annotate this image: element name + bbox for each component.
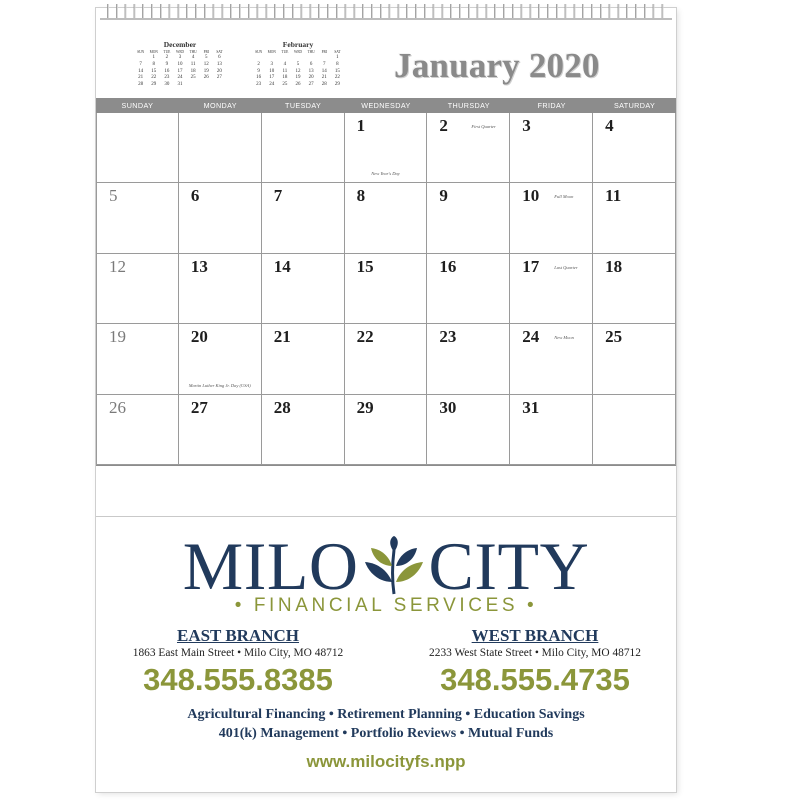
- mini-day: 4: [191, 55, 195, 60]
- day-number: 18: [605, 256, 623, 276]
- mini-weekday: SUN: [137, 50, 145, 54]
- mini-day: 18: [282, 75, 288, 81]
- mini-day: 30: [164, 82, 170, 88]
- day-number: 29: [356, 397, 374, 417]
- day-number: 1: [356, 116, 366, 135]
- mini-day: [265, 55, 278, 62]
- mini-day: [278, 55, 291, 62]
- day-cell[interactable]: [262, 113, 345, 183]
- day-number: 28: [273, 397, 291, 417]
- mini-day: 19: [203, 68, 209, 74]
- mini-day: 10: [269, 68, 275, 74]
- mini-day: 19: [295, 75, 301, 81]
- mini-day: 29: [151, 82, 157, 88]
- day-cell[interactable]: [262, 183, 345, 253]
- mini-day: [134, 55, 147, 62]
- day-cell[interactable]: [179, 183, 262, 253]
- day-cell[interactable]: [427, 254, 510, 324]
- mini-day: 3: [270, 61, 273, 67]
- mini-day: 27: [216, 75, 222, 81]
- day-cell[interactable]: [179, 395, 262, 465]
- west-branch: [400, 626, 670, 699]
- mini-day: 4: [283, 61, 287, 67]
- day-number: 13: [190, 256, 208, 276]
- day-cell[interactable]: [179, 113, 262, 183]
- day-number: 22: [356, 327, 374, 347]
- mini-day: 6: [309, 61, 313, 67]
- logo-word-right: CITY: [428, 528, 590, 604]
- day-note: New Year's Day: [371, 171, 400, 177]
- day-cell[interactable]: [427, 395, 510, 465]
- mini-day: 3: [178, 55, 182, 60]
- mini-day: 20: [308, 75, 314, 81]
- day-number: 30: [439, 397, 457, 417]
- day-cell[interactable]: [96, 113, 179, 183]
- mini-day: 8: [152, 61, 155, 67]
- day-cell[interactable]: [427, 113, 510, 183]
- mini-day: 26: [295, 82, 301, 88]
- mini-day: 14: [321, 68, 327, 74]
- mini-day: 25: [282, 82, 288, 88]
- mini-weekday: WED: [176, 50, 184, 54]
- day-number: 6: [190, 186, 200, 206]
- day-cell[interactable]: [262, 395, 345, 465]
- mini-weekday: SAT: [216, 50, 223, 54]
- day-number: 31: [522, 397, 540, 417]
- day-number: 11: [605, 186, 622, 206]
- day-number: 21: [273, 327, 291, 347]
- day-cell[interactable]: [510, 395, 593, 465]
- month-title: January 2020: [394, 46, 600, 85]
- day-cell[interactable]: [345, 183, 428, 253]
- day-cell[interactable]: [593, 113, 676, 183]
- day-number: 14: [273, 256, 291, 276]
- mini-day: 12: [295, 68, 301, 74]
- day-number: 17: [522, 256, 540, 276]
- mini-day: 14: [138, 68, 144, 74]
- mini-day: 27: [308, 82, 314, 88]
- mini-weekday: FRI: [203, 50, 209, 54]
- mini-day: 15: [334, 68, 340, 74]
- day-cell[interactable]: [593, 324, 676, 394]
- day-number: 5: [109, 186, 118, 206]
- east-branch: [103, 626, 373, 699]
- mini-day: 8: [336, 61, 339, 67]
- day-cell[interactable]: [262, 254, 345, 324]
- mini-day: 24: [269, 82, 275, 88]
- mini-weekday: FRI: [321, 50, 327, 54]
- day-cell[interactable]: [96, 395, 179, 465]
- mini-weekday: TUE: [281, 50, 289, 54]
- mini-day: 25: [190, 75, 196, 81]
- day-number: 2: [439, 116, 448, 135]
- day-cell[interactable]: [593, 254, 676, 324]
- mini-day: 17: [269, 75, 275, 81]
- mini-calendar-days: [252, 55, 344, 89]
- services-line-2: 401(k) Management • Portfolio Reviews • Mutual Funds: [218, 726, 554, 741]
- branch-name: EAST BRANCH: [176, 626, 300, 645]
- mini-day: 1: [336, 55, 339, 60]
- mini-calendar-title: February: [282, 40, 314, 49]
- branch-name: WEST BRANCH: [471, 626, 599, 645]
- mini-day: 5: [205, 55, 208, 60]
- day-note: New Moon: [554, 335, 574, 341]
- day-cell[interactable]: [593, 395, 676, 465]
- mini-day: 22: [151, 75, 157, 81]
- day-grid: [96, 113, 676, 466]
- branch-phone: 348.555.4735: [440, 662, 630, 697]
- mini-day: [318, 55, 331, 62]
- weekday-label: MONDAY: [203, 101, 237, 110]
- mini-weekday: SUN: [255, 50, 263, 54]
- mini-day: 12: [203, 61, 209, 67]
- mini-day: 10: [177, 61, 183, 67]
- weekday-label: TUESDAY: [285, 101, 322, 110]
- day-number: 24: [522, 327, 540, 347]
- weekday-label: WEDNESDAY: [361, 101, 411, 110]
- weekday-header: [96, 98, 676, 113]
- mini-day: 20: [216, 68, 222, 74]
- branch-address: 2233 West State Street • Milo City, MO 48712: [429, 647, 641, 659]
- mini-day: 9: [257, 68, 260, 74]
- logo-word-left: MILO: [182, 528, 359, 604]
- mini-day: 11: [282, 68, 288, 74]
- mini-day: 18: [190, 68, 196, 74]
- weekday-label: THURSDAY: [447, 101, 490, 110]
- day-note: Last Quarter: [554, 264, 578, 270]
- website: www.milocityfs.npp: [306, 752, 466, 771]
- day-number: 19: [109, 327, 126, 347]
- mini-day: 2: [165, 55, 169, 60]
- mini-day: 24: [177, 75, 183, 81]
- day-note: Full Moon: [554, 194, 574, 200]
- day-number: 3: [522, 116, 531, 135]
- mini-day: 6: [218, 55, 221, 60]
- mini-day: 7: [139, 61, 142, 67]
- day-cell[interactable]: [345, 324, 428, 394]
- day-cell[interactable]: [179, 324, 262, 394]
- day-cell[interactable]: [510, 324, 593, 394]
- services-line-1: Agricultural Financing • Retirement Planning • Education Savings: [187, 707, 585, 722]
- day-number: 16: [439, 256, 457, 276]
- mini-calendar-december: [134, 40, 226, 89]
- day-cell[interactable]: [510, 113, 593, 183]
- weekday-label: SATURDAY: [613, 101, 656, 110]
- day-number: 10: [522, 186, 540, 206]
- day-cell[interactable]: [510, 183, 593, 253]
- mini-day: 28: [321, 82, 327, 88]
- day-cell[interactable]: [179, 254, 262, 324]
- mini-day: [291, 55, 304, 62]
- mini-weekday: WED: [294, 50, 302, 54]
- mini-calendar-days: [134, 55, 226, 89]
- leaf-icon: [361, 536, 427, 596]
- day-note: Martin Luther King Jr. Day (USA): [188, 382, 251, 388]
- mini-day: 21: [321, 75, 327, 81]
- mini-day: 23: [164, 75, 170, 81]
- mini-weekday: THU: [189, 50, 197, 54]
- day-number: 25: [605, 327, 623, 347]
- day-number: 27: [190, 397, 208, 417]
- mini-day: 17: [177, 68, 183, 74]
- day-number: 7: [273, 186, 283, 206]
- mini-weekday: TUE: [163, 50, 171, 54]
- mini-day: [213, 82, 226, 89]
- spiral-binding-bar: [100, 18, 672, 20]
- day-number: 15: [356, 256, 374, 276]
- mini-day: 23: [256, 82, 262, 88]
- day-cell[interactable]: [96, 324, 179, 394]
- day-number: 12: [109, 256, 126, 276]
- day-cell[interactable]: [593, 183, 676, 253]
- day-number: 4: [605, 116, 614, 135]
- mini-day: 5: [296, 61, 300, 67]
- branch-address: 1863 East Main Street • Milo City, MO 48712: [132, 647, 344, 659]
- day-number: 26: [109, 397, 126, 417]
- mini-day: 28: [138, 82, 144, 88]
- mini-day: [252, 55, 265, 62]
- tagline: • FINANCIAL SERVICES •: [234, 595, 538, 616]
- mini-day: 31: [177, 82, 183, 88]
- day-number: 9: [439, 186, 448, 206]
- day-cell[interactable]: [345, 254, 428, 324]
- weekday-label: FRIDAY: [537, 101, 566, 110]
- day-cell[interactable]: [262, 324, 345, 394]
- mini-day: 13: [308, 68, 314, 74]
- company-logo: [96, 528, 676, 604]
- mini-day: 9: [165, 61, 169, 67]
- weekday-label: SUNDAY: [121, 101, 154, 110]
- mini-day: 7: [323, 61, 326, 67]
- day-note: First Quarter: [471, 124, 496, 129]
- mini-day: 22: [334, 75, 340, 81]
- mini-day: [200, 82, 213, 89]
- mini-day: 21: [138, 75, 144, 81]
- mini-weekday: MON: [149, 50, 158, 54]
- mini-day: [305, 55, 318, 62]
- day-cell[interactable]: [427, 183, 510, 253]
- branch-phone: 348.555.8385: [143, 662, 333, 697]
- day-number: 20: [190, 327, 208, 347]
- mini-calendar-february: [252, 40, 344, 89]
- mini-day: 16: [256, 75, 262, 81]
- mini-day: 29: [334, 82, 340, 88]
- day-cell[interactable]: [510, 254, 593, 324]
- mini-day: 1: [152, 55, 155, 60]
- mini-day: 26: [203, 75, 209, 81]
- mini-calendar-title: December: [163, 40, 197, 49]
- mini-weekday: MON: [267, 50, 276, 54]
- mini-day: 13: [216, 61, 222, 67]
- day-number: 23: [439, 327, 457, 347]
- mini-day: [187, 82, 200, 89]
- day-cell[interactable]: [96, 183, 179, 253]
- day-cell[interactable]: [96, 254, 179, 324]
- mini-day: 15: [151, 68, 157, 74]
- mini-day: 11: [190, 61, 196, 67]
- day-cell[interactable]: [345, 113, 428, 183]
- mini-day: 2: [257, 61, 260, 67]
- day-cell[interactable]: [427, 324, 510, 394]
- mini-day: 16: [164, 68, 170, 74]
- day-number: 8: [356, 186, 366, 206]
- mini-weekday: THU: [307, 50, 315, 54]
- mini-weekday: SAT: [334, 50, 341, 54]
- ad-divider: [96, 516, 676, 517]
- day-cell[interactable]: [345, 395, 428, 465]
